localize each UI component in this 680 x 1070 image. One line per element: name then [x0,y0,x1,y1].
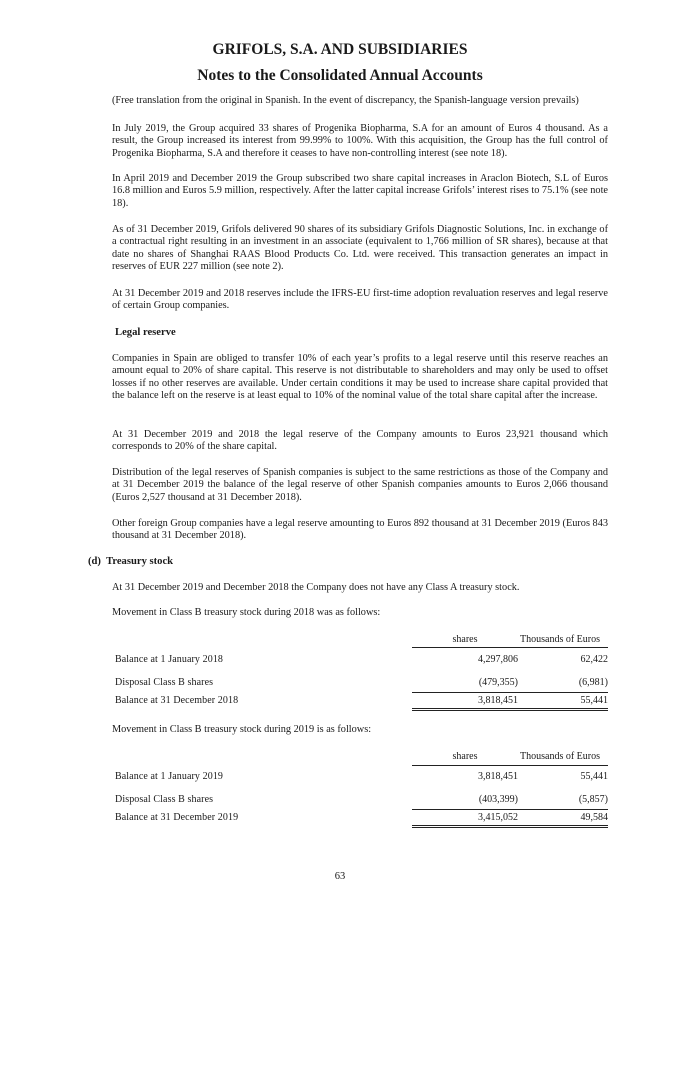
table-row [112,771,608,785]
row-shares: (403,399) [478,794,518,805]
row-shares: (479,355) [478,677,518,688]
paragraph-class-a: At 31 December 2019 and December 2018 the Company does not have any Class A treasury stock. [112,582,520,593]
table-2019-intro: Movement in Class B treasury stock during 2019 is as follows: [112,724,372,735]
column-header-shares: shares [452,634,478,645]
row-euros: (6,981) [578,677,608,688]
paragraph-reserves: At 31 December 2019 and 2018 reserves include the IFRS-EU first-time adoption revaluation reserves and legal reserve of certain Group companies. [112,288,608,312]
total-rule [412,708,608,709]
table-row [112,695,608,709]
row-euros: (5,857) [578,794,608,805]
column-header-euros: Thousands of Euros [520,634,600,645]
table-row [112,794,608,808]
row-label: Disposal Class B shares [115,794,214,805]
subtotal-rule [412,692,608,693]
table-header-rule [412,765,608,766]
total-rule [412,825,608,826]
table-header-rule [412,647,608,648]
paragraph-progenika: In July 2019, the Group acquired 33 shares of Progenika Biopharma, S.A for an amount of Euros 4 thousand. As a result, the Group increased its interest from 99.99% to 100%. With this acquisition, the Group has the full control of Progenika Biopharma, S.A and therefore it ceases to have non-controlling interest (see note 18). [112,123,608,159]
table-2018-intro: Movement in Class B treasury stock during 2018 was as follows: [112,607,381,618]
table-row [112,677,608,691]
row-shares: 3,818,451 [478,695,518,706]
row-shares: 3,415,052 [478,812,518,823]
row-euros: 55,441 [580,695,608,706]
row-label: Balance at 1 January 2018 [115,654,224,665]
document-subtitle: Notes to the Consolidated Annual Accounts [197,67,483,84]
row-shares: 4,297,806 [478,654,518,665]
row-label: Balance at 31 December 2019 [115,812,239,823]
row-label: Balance at 31 December 2018 [115,695,239,706]
row-euros: 62,422 [580,654,608,665]
row-euros: 55,441 [580,771,608,782]
paragraph-legal-reserve-amount: At 31 December 2019 and 2018 the legal reserve of the Company amounts to Euros 23,921 thousand which corresponds to 20% of the share capital. [112,429,608,453]
paragraph-legal-reserve-obligation: Companies in Spain are obliged to transfer 10% of each year’s profits to a legal reserve until this reserve reaches an amount equal to 20% of share capital. This reserve is not distributable to shareholders and may only be used to offset losses if no other reserves are available. Under certain conditions it may be used to increase share capital provided that the balance left on the reserve is at least equal to 10% of the nominal value of the total share capital after the increase. [112,353,608,402]
legal-reserve-heading: Legal reserve [115,327,176,338]
company-title: GRIFOLS, S.A. AND SUBSIDIARIES [212,41,468,58]
translation-note: (Free translation from the original in Spanish. In the event of discrepancy, the Spanish-language version prevails) [112,95,579,106]
row-label: Disposal Class B shares [115,677,214,688]
paragraph-legal-reserve-distribution: Distribution of the legal reserves of Spanish companies is subject to the same restrictions as those of the Company and at 31 December 2019 the balance of the legal reserve of other Spanish companies amounts to Euros 2,066 thousand (Euros 2,527 thousand at 31 December 2018). [112,467,608,503]
paragraph-foreign-legal-reserve: Other foreign Group companies have a legal reserve amounting to Euros 892 thousand at 31 December 2019 (Euros 843 thousand at 31 December 2018). [112,518,608,542]
column-header-euros: Thousands of Euros [520,751,600,762]
total-rule [412,827,608,828]
page-number: 63 [334,871,346,882]
column-header-shares: shares [452,751,478,762]
row-label: Balance at 1 January 2019 [115,771,224,782]
row-shares: 3,818,451 [478,771,518,782]
table-row [112,812,608,826]
section-letter: (d) [88,556,101,567]
total-rule [412,710,608,711]
row-euros: 49,584 [580,812,608,823]
subtotal-rule [412,809,608,810]
paragraph-araclon: In April 2019 and December 2019 the Group subscribed two share capital increases in Araclon Biotech, S.L of Euros 16.8 million and Euros 5.9 million, respectively. After the latter capital increase Grifols’ interest rises to 75.1% (see note 18). [112,173,608,209]
section-title: Treasury stock [106,556,174,567]
paragraph-grifols-diagnostic: As of 31 December 2019, Grifols delivered 90 shares of its subsidiary Grifols Diagnostic Solutions, Inc. in exchange of a contractual right resulting in an investment in an associate (equivalent to 1,766 million of SR shares), because at that date no shares of Shanghai RAAS Blood Products Co. Ltd. were received. This transaction generates an impact in reserves of EUR 227 million (see note 2). [112,224,608,273]
treasury-stock-heading [88,556,173,567]
table-row [112,654,608,668]
